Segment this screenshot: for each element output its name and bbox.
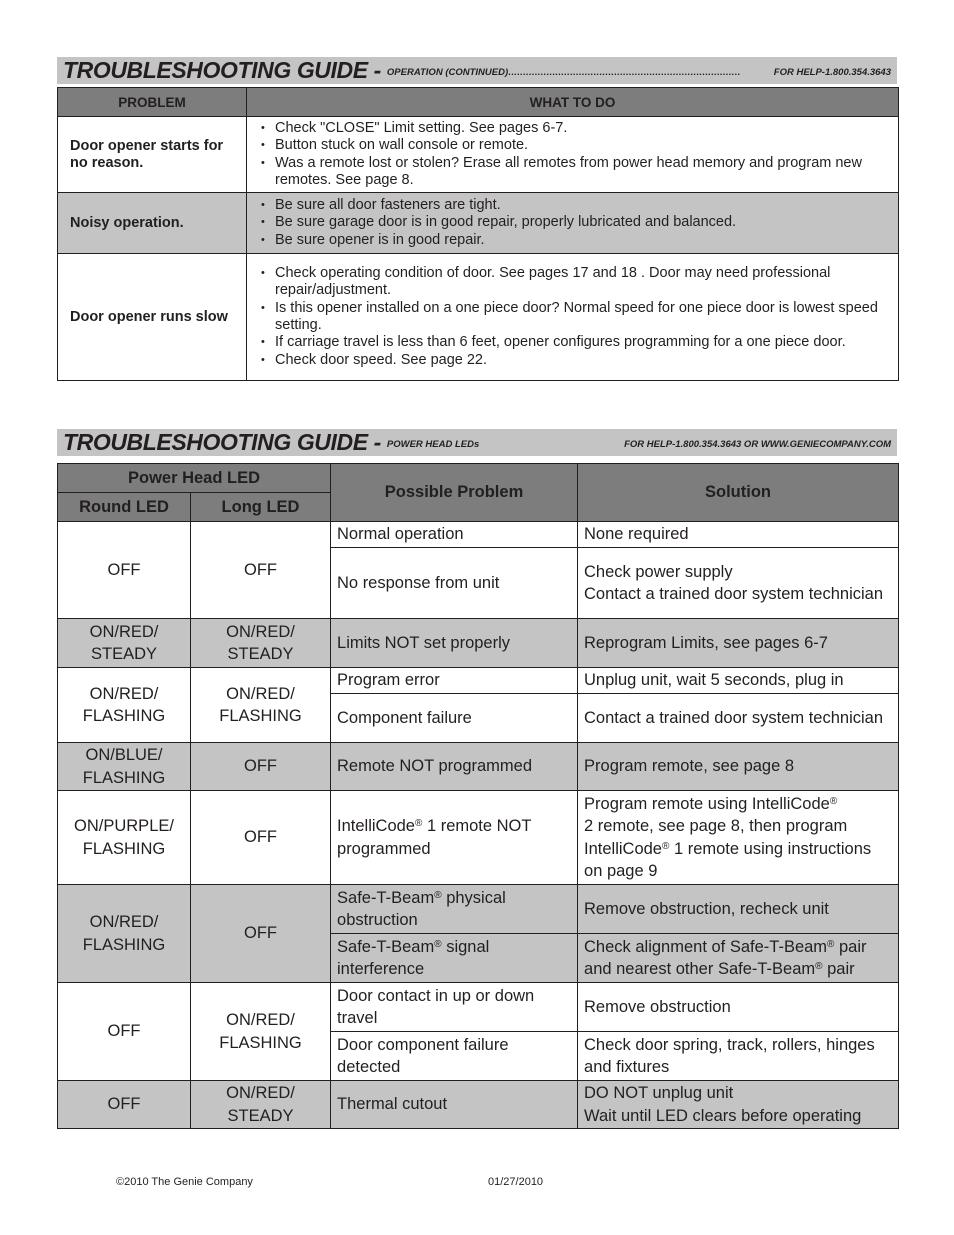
footer-copyright: ©2010 The Genie Company: [116, 1176, 253, 1188]
table-row: [58, 522, 899, 548]
text-fragment: Program remote using IntelliCode: [584, 794, 830, 813]
round-led-cell: ON/PURPLE/ FLASHING: [58, 791, 191, 885]
table-row: [58, 619, 899, 668]
registered-mark: ®: [434, 938, 442, 950]
solution-cell: [578, 934, 899, 983]
list-item: • Check "CLOSE" Limit setting. See pages 6-7.: [259, 120, 890, 137]
problem-cell: Door opener runs slow: [58, 254, 247, 381]
long-led-cell: ON/RED/ FLASHING: [191, 983, 331, 1081]
solution-cell: Check door spring, track, rollers, hinges and fixtures: [578, 1032, 899, 1081]
registered-mark: ®: [434, 889, 442, 901]
round-led-cell: ON/RED/ FLASHING: [58, 668, 191, 743]
table-row: [58, 117, 899, 193]
table-row: [58, 791, 899, 885]
list-item: • Be sure opener is in good repair.: [259, 232, 890, 249]
power-head-led-header: Power Head LED: [58, 464, 331, 493]
action-list: [259, 265, 890, 369]
long-led-cell: ON/RED/ STEADY: [191, 1081, 331, 1129]
possible-problem-cell: Program error: [331, 668, 578, 694]
guide2-help: FOR HELP-1.800.354.3643 OR WWW.GENIECOMPANY.COM: [624, 439, 891, 450]
text-fragment: physical obstruction: [337, 888, 506, 929]
possible-problem-cell: Normal operation: [331, 522, 578, 548]
table-row: [58, 1081, 899, 1129]
operation-troubleshooting-table: [57, 87, 899, 381]
list-item: • Check door speed. See page 22.: [259, 352, 890, 369]
problem-header: PROBLEM: [58, 88, 247, 117]
long-led-cell: ON/RED/ FLASHING: [191, 668, 331, 743]
text-fragment: 1 remote NOT programmed: [337, 817, 532, 858]
round-led-cell: ON/RED/ FLASHING: [58, 885, 191, 983]
possible-problem-cell: Remote NOT programmed: [331, 743, 578, 791]
solution-header: Solution: [578, 464, 899, 522]
list-item: • Button stuck on wall console or remote.: [259, 137, 890, 154]
solution-cell: Program remote, see page 8: [578, 743, 899, 791]
problem-cell: Door opener starts for no reason.: [58, 117, 247, 193]
solution-cell: Contact a trained door system technician: [578, 694, 899, 743]
possible-problem-cell: Component failure: [331, 694, 578, 743]
solution-cell: Check power supply Contact a trained door system technician: [578, 548, 899, 619]
long-led-cell: OFF: [191, 522, 331, 619]
possible-problem-cell: Door component failure detected: [331, 1032, 578, 1081]
table-row: [58, 743, 899, 791]
text-fragment: signal interference: [337, 937, 490, 978]
guide1-dots: ...............................................................................: [508, 67, 741, 78]
long-led-cell: OFF: [191, 885, 331, 983]
registered-mark: ®: [827, 938, 835, 950]
solution-cell: Remove obstruction: [578, 983, 899, 1032]
text-fragment: Safe-T-Beam: [337, 937, 435, 956]
text-fragment: 1 remote using instructions on page 9: [584, 839, 872, 880]
action-list: [259, 197, 890, 249]
text-fragment: pair: [822, 960, 855, 978]
what-to-do-cell: [247, 254, 899, 381]
table-row: [58, 668, 899, 694]
text-fragment: IntelliCode: [337, 817, 415, 835]
long-led-cell: OFF: [191, 791, 331, 885]
list-item: • Is this opener installed on a one piece door? Normal speed for one piece door is lowest speed setting.: [259, 300, 890, 335]
solution-cell: [578, 791, 899, 885]
action-list: [259, 120, 890, 189]
possible-problem-cell: No response from unit: [331, 548, 578, 619]
guide2-title: TROUBLESHOOTING GUIDE -: [63, 429, 387, 455]
guide1-banner: [57, 57, 897, 84]
what-to-do-cell: [247, 193, 899, 254]
footer-date: 01/27/2010: [488, 1176, 544, 1188]
guide1-help: FOR HELP-1.800.354.3643: [773, 67, 891, 78]
list-item: • Check operating condition of door. See pages 17 and 18 . Door may need professional repair/adjustment.: [259, 265, 890, 300]
solution-cell: DO NOT unplug unit Wait until LED clears before operating: [578, 1081, 899, 1129]
registered-mark: ®: [829, 795, 838, 807]
possible-problem-cell: Door contact in up or down travel: [331, 983, 578, 1032]
long-led-cell: OFF: [191, 743, 331, 791]
possible-problem-cell: [331, 885, 578, 934]
list-item: • Be sure garage door is in good repair, properly lubricated and balanced.: [259, 214, 890, 231]
possible-problem-cell: [331, 791, 578, 885]
solution-cell: Reprogram Limits, see pages 6-7: [578, 619, 899, 668]
possible-problem-header: Possible Problem: [331, 464, 578, 522]
round-led-cell: ON/BLUE/ FLASHING: [58, 743, 191, 791]
power-head-led-table: [57, 463, 899, 1129]
guide2-subtitle: POWER HEAD LEDs: [386, 439, 480, 450]
what-to-do-header: WHAT TO DO: [247, 88, 899, 117]
long-led-header: Long LED: [191, 493, 331, 522]
possible-problem-cell: [331, 934, 578, 983]
possible-problem-cell: Thermal cutout: [331, 1081, 578, 1129]
problem-cell: Noisy operation.: [58, 193, 247, 254]
guide1-title: TROUBLESHOOTING GUIDE -: [63, 57, 387, 83]
solution-cell: None required: [578, 522, 899, 548]
round-led-cell: OFF: [58, 522, 191, 619]
what-to-do-cell: [247, 117, 899, 193]
solution-cell: Unplug unit, wait 5 seconds, plug in: [578, 668, 899, 694]
table-row: [58, 254, 899, 381]
guide1-subtitle: OPERATION (CONTINUED): [386, 67, 509, 78]
round-led-cell: OFF: [58, 983, 191, 1081]
registered-mark: ®: [661, 840, 670, 852]
round-led-header: Round LED: [58, 493, 191, 522]
round-led-cell: OFF: [58, 1081, 191, 1129]
registered-mark: ®: [414, 818, 423, 829]
text-fragment: 2 remote, see page 8, then program IntelliCode: [584, 817, 848, 858]
table-row: [58, 193, 899, 254]
table-row: [58, 885, 899, 934]
list-item: • If carriage travel is less than 6 feet, opener configures programming for a one piece door.: [259, 334, 890, 351]
solution-cell: Remove obstruction, recheck unit: [578, 885, 899, 934]
text-fragment: pair and nearest other Safe-T-Beam: [584, 937, 867, 978]
possible-problem-cell: Limits NOT set properly: [331, 619, 578, 668]
list-item: • Was a remote lost or stolen? Erase all remotes from power head memory and program new remotes. See page 8.: [259, 155, 890, 190]
table-row: [58, 983, 899, 1032]
round-led-cell: ON/RED/ STEADY: [58, 619, 191, 668]
text-fragment: Check alignment of Safe-T-Beam: [584, 937, 828, 956]
long-led-cell: ON/RED/ STEADY: [191, 619, 331, 668]
registered-mark: ®: [815, 961, 823, 972]
list-item: • Be sure all door fasteners are tight.: [259, 197, 890, 214]
text-fragment: Safe-T-Beam: [337, 888, 435, 907]
guide2-banner: [57, 429, 897, 456]
